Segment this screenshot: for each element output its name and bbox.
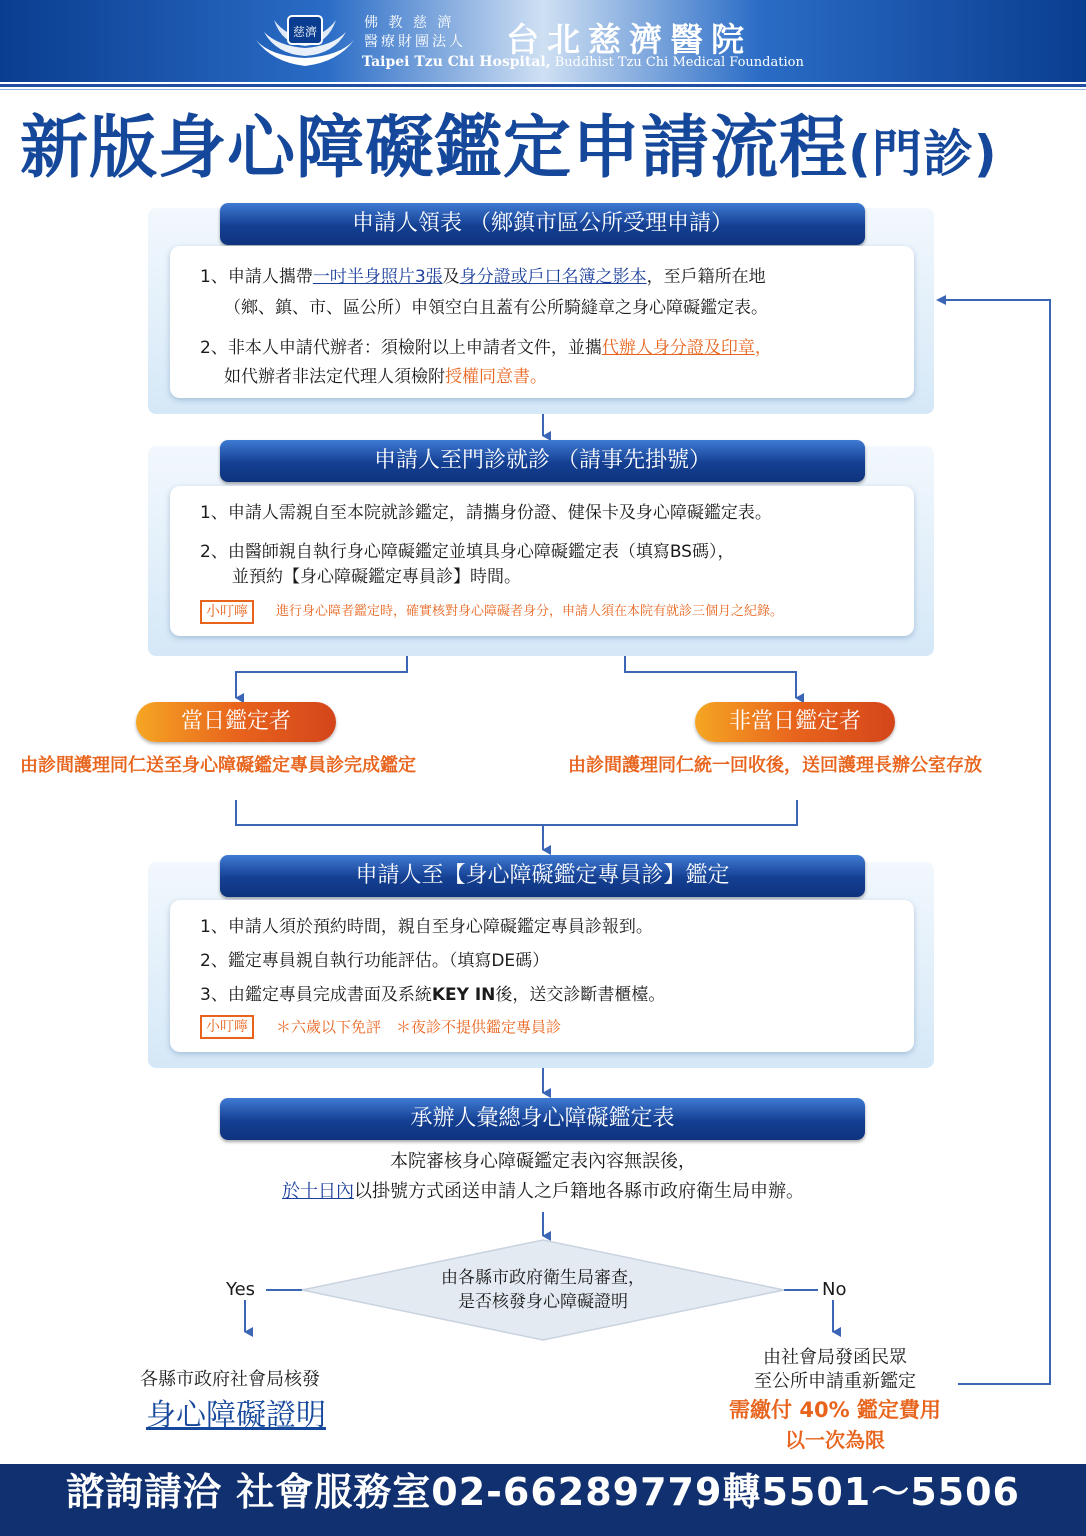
same-day-pill: 當日鑑定者 xyxy=(136,702,336,742)
disability-certificate-label: 身心障礙證明 xyxy=(146,1398,326,1433)
hospital-name-en-bold: Taipei Tzu Chi Hospital, xyxy=(362,54,551,70)
step3-item3: 3、由鑑定專員完成書面及系統KEY IN後，送交診斷書櫃檯。 xyxy=(200,985,666,1005)
hospital-name-en-rest: Buddhist Tzu Chi Medical Foundation xyxy=(550,55,804,70)
step1-header-bar: 申請人領表 （鄉鎮市區公所受理申請） xyxy=(220,203,865,245)
hospital-name-zh: 台北慈濟醫院 xyxy=(506,20,752,59)
org-line-1: 佛 教 慈 濟 xyxy=(364,15,455,31)
no-label: No xyxy=(822,1279,847,1300)
logo-lettering: 慈濟 xyxy=(292,25,318,39)
not-same-day-pill: 非當日鑑定者 xyxy=(695,702,895,742)
outcome-yes-line1: 各縣市政府社會局核發 xyxy=(140,1369,320,1390)
step3-item2: 2、鑑定專員親自執行功能評估。（填寫DE碼） xyxy=(200,951,550,971)
decision-line-1: 由各縣市政府衛生局審查， xyxy=(441,1268,645,1288)
step4-line2: 於十日內以掛號方式函送申請人之戶籍地各縣市政府衛生局申辦。 xyxy=(282,1181,804,1202)
step3-header-bar: 申請人至【身心障礙鑑定專員診】鑑定 xyxy=(220,855,865,897)
yes-label: Yes xyxy=(226,1279,256,1300)
step2-item2-cont: 並預約【身心障礙鑑定專員診】時間。 xyxy=(232,567,521,587)
ten-day-deadline: 於十日內 xyxy=(282,1181,354,1202)
agent-id-requirement: 代辦人身分證及印章 xyxy=(601,338,755,358)
decision-text xyxy=(302,1266,784,1314)
step2-header-bar: 申請人至門診就診 （請事先掛號） xyxy=(220,440,865,482)
not-same-day-description: 由診間護理同仁統一回收後，送回護理長辦公室存放 xyxy=(568,755,982,776)
outcome-no-block xyxy=(690,1346,980,1454)
photo-requirement-link: 一吋半身照片3張 xyxy=(312,267,443,287)
step3-item1: 1、申請人須於預約時間，親自至身心障礙鑑定專員診報到。 xyxy=(200,917,653,937)
step2-item1: 1、申請人需親自至本院就診鑑定，請攜身份證、健保卡及身心障礙鑑定表。 xyxy=(200,503,772,523)
step3-tip-text: ＊六歲以下免評 ＊夜診不提供鑑定專員診 xyxy=(276,1018,562,1036)
step1-card xyxy=(170,246,914,398)
outcome-no-line2: 至公所申請重新鑑定 xyxy=(754,1371,916,1392)
outcome-no-line1: 由社會局發函民眾 xyxy=(763,1347,907,1368)
step2-tip-badge: 小叮嚀 xyxy=(200,600,254,624)
step1-item2: 2、非本人申請代辦者：須檢附以上申請者文件，並攜代辦人身分證及印章， xyxy=(200,338,772,358)
same-day-description: 由診間護理同仁送至身心障礙鑑定專員診完成鑑定 xyxy=(20,755,416,776)
consent-form-requirement: 授權同意書 xyxy=(445,367,530,387)
step3-tip-badge: 小叮嚀 xyxy=(200,1015,254,1039)
outcome-no-fee: 需繳付 40% 鑑定費用 xyxy=(729,1398,941,1422)
step1-item1: 1、申請人攜帶一吋半身照片3張及身分證或戶口名簿之影本，至戶籍所在地 xyxy=(200,267,766,287)
step1-item1-cont: （鄉、鎮、市、區公所）申領空白且蓋有公所騎縫章之身心障礙鑑定表。 xyxy=(224,298,768,318)
step2-tip-text: 進行身心障者鑑定時，確實核對身心障礙者身分，申請人須在本院有就診三個月之紀錄。 xyxy=(276,604,784,619)
org-line-2: 醫療財團法人 xyxy=(364,34,466,50)
step2-card xyxy=(170,486,914,636)
page-title-main: 新版身心障礙鑑定申請流程 xyxy=(20,109,849,188)
id-copy-requirement-link: 身分證或戶口名簿之影本 xyxy=(459,267,647,287)
step3-card xyxy=(170,900,914,1052)
decision-line-2: 是否核發身心障礙證明 xyxy=(458,1292,628,1312)
outcome-no-limit: 以一次為限 xyxy=(785,1428,885,1452)
step1-item2-cont: 如代辦者非法定代理人須檢附授權同意書。 xyxy=(224,367,547,387)
page-title-sub: (門診) xyxy=(848,125,998,183)
step4-header-bar: 承辦人彙總身心障礙鑑定表 xyxy=(220,1098,865,1140)
step4-line1: 本院審核身心障礙鑑定表內容無誤後， xyxy=(390,1151,696,1172)
step2-item2: 2、由醫師親自執行身心障礙鑑定並填具身心障礙鑑定表（填寫BS碼）， xyxy=(200,542,735,562)
footer-contact: 諮詢請洽 社會服務室02-66289779轉5501～5506 xyxy=(66,1470,1020,1514)
